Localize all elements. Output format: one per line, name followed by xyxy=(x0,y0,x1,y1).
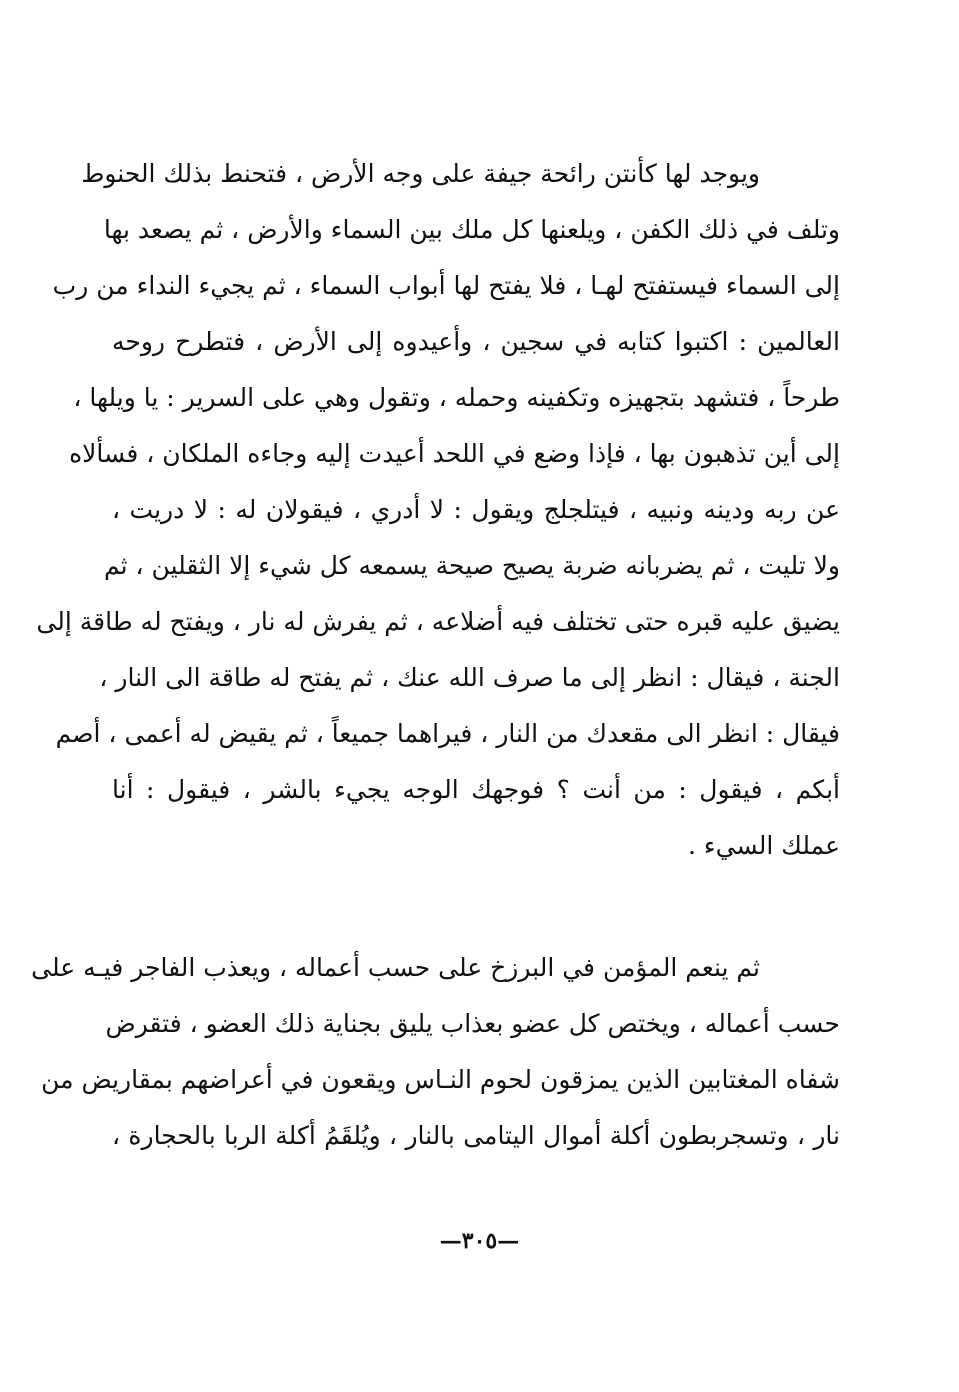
text-line: فيقال : انظر الى مقعدك من النار ، فيراهما جميعاً ، ثم يقيض له أعمى ، أصم xyxy=(55,719,840,748)
text-line: الجنة ، فيقال : انظر إلى ما صرف الله عنك ، ثم يفتح له طاقة الى النار ، xyxy=(99,663,840,692)
text-line: عن ربه ودينه ونبيه ، فيتلجلج ويقول : لا أدري ، فيقولان له : لا دريت ، xyxy=(112,495,840,524)
text-line: حسب أعماله ، ويختص كل عضو بعذاب يليق بجناية ذلك العضو ، فتقرض xyxy=(105,1009,840,1038)
text-line: ثم ينعم المؤمن في البرزخ على حسب أعماله ، ويعذب الفاجر فيـه على xyxy=(31,953,760,982)
text-line: ويوجد لها كأنتن رائحة جيفة على وجه الأرض ، فتحنط بذلك الحنوط xyxy=(81,159,760,188)
text-line: يضيق عليه قبره حتى تختلف فيه أضلاعه ، ثم يفرش له نار ، ويفتح له طاقة إلى xyxy=(36,607,840,636)
text-line: وتلف في ذلك الكفن ، ويلعنها كل ملك بين السماء والأرض ، ثم يصعد بها xyxy=(103,215,840,244)
text-line: عملك السيء . xyxy=(687,831,840,860)
page-number: —٣٠٥— xyxy=(439,1228,520,1254)
text-line: إلى السماء فيستفتح لهـا ، فلا يفتح لها أبواب السماء ، ثم يجيء النداء من رب xyxy=(52,271,840,300)
text-line: ولا تليت ، ثم يضربانه ضربة يصيح صيحة يسمعه كل شيء إلا الثقلين ، ثم xyxy=(104,551,840,580)
text-line: أبكم ، فيقول : من أنت ؟ فوجهك الوجه يجيء بالشر ، فيقول : أنا xyxy=(112,775,840,804)
paragraph-1 xyxy=(36,146,840,874)
paragraph-2 xyxy=(31,940,840,1164)
text-line: نار ، وتسجربطون أكلة أموال اليتامى بالنار ، ويُلقَمُ أكلة الربا بالحجارة ، xyxy=(112,1121,840,1150)
text-line: العالمين : اكتبوا كتابه في سجين ، وأعيدوه إلى الأرض ، فتطرح روحه xyxy=(112,327,840,356)
text-line: طرحاً ، فتشهد بتجهيزه وتكفينه وحمله ، وتقول وهي على السرير : يا ويلها ، xyxy=(73,383,840,412)
text-line: شفاه المغتابين الذين يمزقون لحوم النـاس ويقعون في أعراضهم بمقاريض من xyxy=(41,1065,840,1094)
text-line: إلى أين تذهبون بها ، فإذا وضع في اللحد أعيدت إليه وجاءه الملكان ، فسألاه xyxy=(69,439,840,468)
